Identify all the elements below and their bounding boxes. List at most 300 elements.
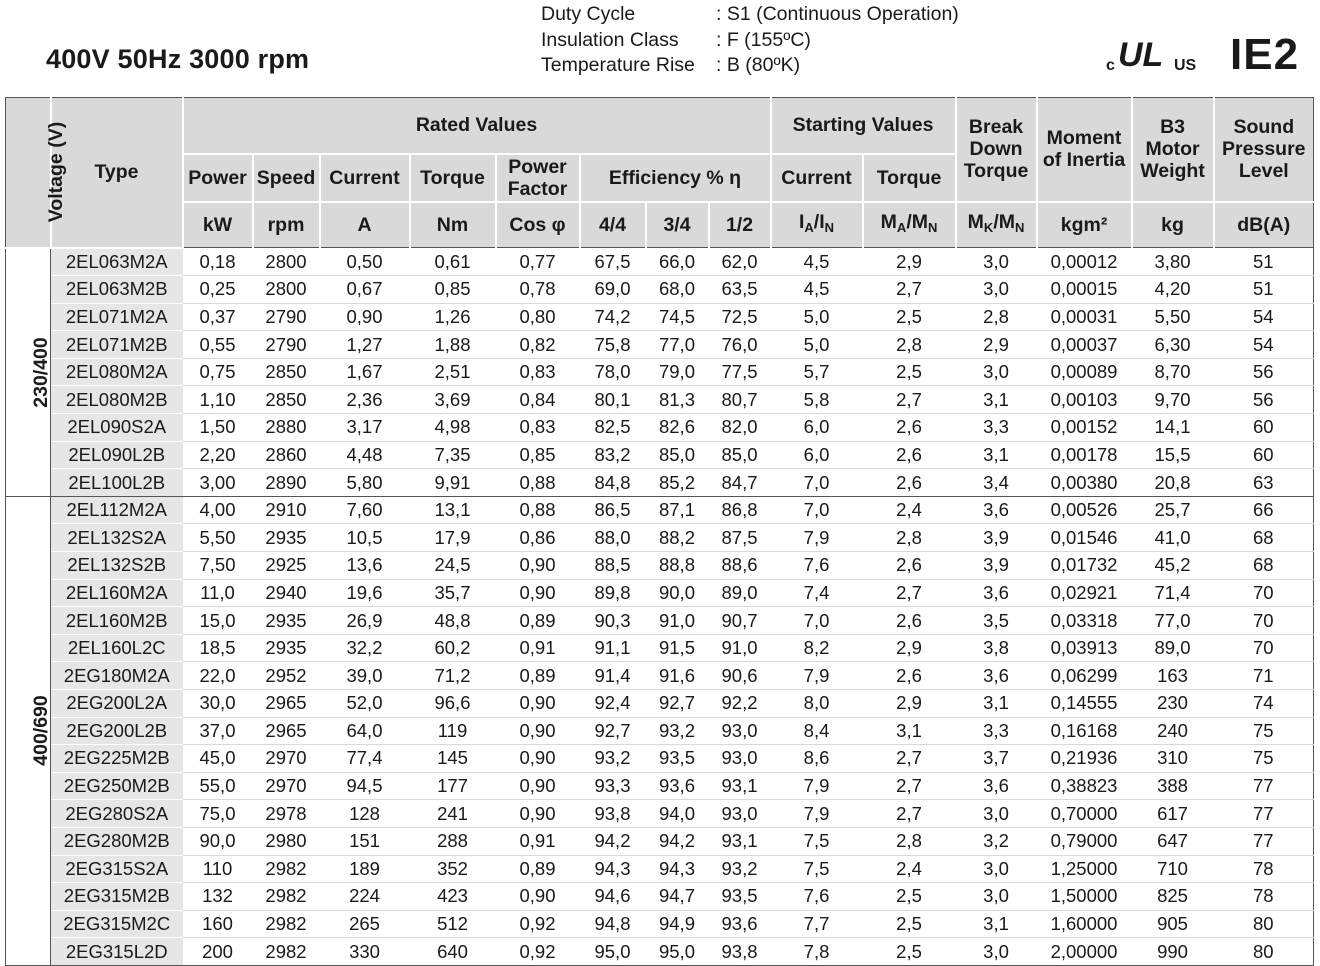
unit-weight: kg — [1132, 202, 1214, 248]
cell-efficiency-1-2: 92,2 — [709, 690, 771, 718]
cell-efficiency-3-4: 94,3 — [646, 855, 709, 883]
cell-start-current-ratio: 4,5 — [771, 276, 863, 304]
cell-torque: 17,9 — [410, 524, 496, 552]
cell-moment-of-inertia: 1,25000 — [1037, 855, 1132, 883]
cell-speed: 2800 — [253, 276, 320, 304]
cell-current: 19,6 — [320, 579, 410, 607]
cell-torque: 60,2 — [410, 634, 496, 662]
cell-start-torque-ratio: 2,8 — [863, 331, 956, 359]
cell-moment-of-inertia: 0,00012 — [1037, 248, 1132, 276]
cell-break-down-torque: 3,1 — [956, 910, 1037, 938]
cell-efficiency-1-2: 93,5 — [709, 883, 771, 911]
cell-current: 13,6 — [320, 552, 410, 580]
cell-start-torque-ratio: 2,9 — [863, 690, 956, 718]
cell-efficiency-3-4: 79,0 — [646, 358, 709, 386]
cell-break-down-torque: 3,9 — [956, 552, 1037, 580]
cell-break-down-torque: 2,8 — [956, 303, 1037, 331]
cell-start-torque-ratio: 2,8 — [863, 524, 956, 552]
cell-efficiency-3-4: 93,2 — [646, 717, 709, 745]
table-row — [6, 331, 1314, 359]
table-row — [6, 634, 1314, 662]
cell-current: 0,67 — [320, 276, 410, 304]
cell-power: 0,55 — [183, 331, 253, 359]
cell-type: 2EG200L2A — [51, 690, 183, 718]
cell-weight: 990 — [1132, 938, 1214, 966]
cell-power-factor: 0,82 — [496, 331, 580, 359]
cell-sound-level: 63 — [1214, 469, 1314, 497]
cell-weight: 14,1 — [1132, 414, 1214, 442]
cell-efficiency-4-4: 78,0 — [580, 358, 646, 386]
cell-start-torque-ratio: 2,6 — [863, 469, 956, 497]
cell-break-down-torque: 3,0 — [956, 883, 1037, 911]
cell-speed: 2978 — [253, 800, 320, 828]
cell-sound-level: 77 — [1214, 772, 1314, 800]
cell-power: 3,00 — [183, 469, 253, 497]
cell-break-down-torque: 3,6 — [956, 772, 1037, 800]
cell-break-down-torque: 3,0 — [956, 855, 1037, 883]
cell-moment-of-inertia: 0,01732 — [1037, 552, 1132, 580]
header-power-factor: Power Factor — [496, 154, 580, 202]
cell-power: 30,0 — [183, 690, 253, 718]
cell-moment-of-inertia: 1,60000 — [1037, 910, 1132, 938]
cell-break-down-torque: 3,3 — [956, 717, 1037, 745]
cell-start-current-ratio: 7,0 — [771, 469, 863, 497]
cell-current: 224 — [320, 883, 410, 911]
unit-efficiency-1-2: 1/2 — [709, 202, 771, 248]
cell-power: 55,0 — [183, 772, 253, 800]
cert-ul-mark: UL — [1118, 36, 1164, 74]
cell-speed: 2982 — [253, 883, 320, 911]
cell-start-current-ratio: 5,0 — [771, 303, 863, 331]
cell-efficiency-4-4: 93,2 — [580, 745, 646, 773]
cell-current: 189 — [320, 855, 410, 883]
cell-sound-level: 51 — [1214, 276, 1314, 304]
header-current: Current — [320, 154, 410, 202]
cell-power: 7,50 — [183, 552, 253, 580]
cell-sound-level: 70 — [1214, 607, 1314, 635]
cert-c-mark: c — [1106, 57, 1115, 74]
cell-speed: 2860 — [253, 441, 320, 469]
cell-torque: 13,1 — [410, 496, 496, 524]
cell-break-down-torque: 3,0 — [956, 800, 1037, 828]
table-row — [6, 607, 1314, 635]
cell-moment-of-inertia: 0,03913 — [1037, 634, 1132, 662]
cell-power-factor: 0,83 — [496, 358, 580, 386]
cell-moment-of-inertia: 0,00103 — [1037, 386, 1132, 414]
cell-sound-level: 60 — [1214, 441, 1314, 469]
cell-torque: 71,2 — [410, 662, 496, 690]
cell-torque: 4,98 — [410, 414, 496, 442]
cell-moment-of-inertia: 0,14555 — [1037, 690, 1132, 718]
cell-efficiency-3-4: 85,0 — [646, 441, 709, 469]
unit-sound: dB(A) — [1214, 202, 1314, 248]
unit-efficiency-4-4: 4/4 — [580, 202, 646, 248]
cell-efficiency-3-4: 85,2 — [646, 469, 709, 497]
cell-efficiency-1-2: 82,0 — [709, 414, 771, 442]
cell-efficiency-1-2: 72,5 — [709, 303, 771, 331]
cell-start-current-ratio: 7,9 — [771, 662, 863, 690]
cell-efficiency-1-2: 76,0 — [709, 331, 771, 359]
unit-inertia: kgm² — [1037, 202, 1132, 248]
cell-moment-of-inertia: 0,00380 — [1037, 469, 1132, 497]
cell-start-torque-ratio: 2,5 — [863, 938, 956, 966]
unit-ia-in: $I_A/I_N$ — [771, 202, 863, 248]
cell-current: 0,50 — [320, 248, 410, 276]
cell-type: 2EL160L2C — [51, 634, 183, 662]
table-row — [6, 883, 1314, 911]
cell-weight: 710 — [1132, 855, 1214, 883]
cell-power: 1,10 — [183, 386, 253, 414]
cell-power-factor: 0,92 — [496, 910, 580, 938]
cell-type: 2EG280S2A — [51, 800, 183, 828]
cell-torque: 1,88 — [410, 331, 496, 359]
cell-weight: 41,0 — [1132, 524, 1214, 552]
cell-efficiency-3-4: 88,2 — [646, 524, 709, 552]
table-row — [6, 938, 1314, 966]
cell-power: 45,0 — [183, 745, 253, 773]
cell-sound-level: 80 — [1214, 938, 1314, 966]
cell-speed: 2982 — [253, 938, 320, 966]
cell-break-down-torque: 3,6 — [956, 579, 1037, 607]
cell-efficiency-3-4: 74,5 — [646, 303, 709, 331]
cell-sound-level: 70 — [1214, 634, 1314, 662]
cell-start-torque-ratio: 2,4 — [863, 855, 956, 883]
cell-sound-level: 78 — [1214, 855, 1314, 883]
cell-speed: 2980 — [253, 827, 320, 855]
cell-sound-level: 70 — [1214, 579, 1314, 607]
cell-power: 160 — [183, 910, 253, 938]
cell-break-down-torque: 3,1 — [956, 441, 1037, 469]
header-start-torque: Torque — [863, 154, 956, 202]
cell-power-factor: 0,77 — [496, 248, 580, 276]
motor-data-rows — [6, 248, 1314, 966]
cell-type: 2EL071M2A — [51, 303, 183, 331]
cell-start-current-ratio: 7,4 — [771, 579, 863, 607]
cell-type: 2EL090S2A — [51, 414, 183, 442]
cell-torque: 7,35 — [410, 441, 496, 469]
cell-power-factor: 0,85 — [496, 441, 580, 469]
cell-efficiency-4-4: 89,8 — [580, 579, 646, 607]
cell-torque: 96,6 — [410, 690, 496, 718]
operating-specs — [541, 2, 959, 79]
cell-sound-level: 51 — [1214, 248, 1314, 276]
unit-current: A — [320, 202, 410, 248]
cell-speed: 2965 — [253, 690, 320, 718]
cell-efficiency-3-4: 93,6 — [646, 772, 709, 800]
cell-power-factor: 0,90 — [496, 745, 580, 773]
cell-weight: 4,20 — [1132, 276, 1214, 304]
voltage-group-label: 400/690 — [6, 496, 51, 965]
cell-type: 2EL100L2B — [51, 469, 183, 497]
cell-efficiency-1-2: 63,5 — [709, 276, 771, 304]
cell-efficiency-1-2: 89,0 — [709, 579, 771, 607]
cell-start-current-ratio: 7,0 — [771, 496, 863, 524]
cell-efficiency-3-4: 87,1 — [646, 496, 709, 524]
cell-start-torque-ratio: 2,4 — [863, 496, 956, 524]
cell-efficiency-4-4: 84,8 — [580, 469, 646, 497]
cell-weight: 825 — [1132, 883, 1214, 911]
cell-break-down-torque: 3,0 — [956, 358, 1037, 386]
cell-start-torque-ratio: 2,8 — [863, 827, 956, 855]
cell-efficiency-1-2: 77,5 — [709, 358, 771, 386]
cell-moment-of-inertia: 0,79000 — [1037, 827, 1132, 855]
table-row — [6, 552, 1314, 580]
cell-efficiency-4-4: 83,2 — [580, 441, 646, 469]
cell-efficiency-4-4: 74,2 — [580, 303, 646, 331]
cell-current: 128 — [320, 800, 410, 828]
cell-efficiency-3-4: 92,7 — [646, 690, 709, 718]
table-row — [6, 358, 1314, 386]
cell-moment-of-inertia: 0,00152 — [1037, 414, 1132, 442]
cell-start-torque-ratio: 2,9 — [863, 248, 956, 276]
cell-start-current-ratio: 5,8 — [771, 386, 863, 414]
cell-weight: 8,70 — [1132, 358, 1214, 386]
cell-current: 5,80 — [320, 469, 410, 497]
cell-power: 90,0 — [183, 827, 253, 855]
cell-power-factor: 0,88 — [496, 469, 580, 497]
cell-start-torque-ratio: 2,6 — [863, 607, 956, 635]
table-row — [6, 827, 1314, 855]
table-row — [6, 441, 1314, 469]
table-row — [6, 772, 1314, 800]
cell-break-down-torque: 3,7 — [956, 745, 1037, 773]
cell-moment-of-inertia: 1,50000 — [1037, 883, 1132, 911]
cell-power-factor: 0,92 — [496, 938, 580, 966]
cell-speed: 2970 — [253, 772, 320, 800]
cell-torque: 352 — [410, 855, 496, 883]
cell-type: 2EL160M2B — [51, 607, 183, 635]
cell-start-current-ratio: 7,5 — [771, 827, 863, 855]
cell-efficiency-1-2: 90,6 — [709, 662, 771, 690]
cell-power: 15,0 — [183, 607, 253, 635]
cell-weight: 163 — [1132, 662, 1214, 690]
voltage-group-label: 230/400 — [6, 248, 51, 497]
cell-speed: 2910 — [253, 496, 320, 524]
table-row — [6, 745, 1314, 773]
cert-us-mark: US — [1174, 57, 1197, 74]
table-row — [6, 469, 1314, 497]
cell-sound-level: 60 — [1214, 414, 1314, 442]
cell-speed: 2952 — [253, 662, 320, 690]
cell-efficiency-1-2: 62,0 — [709, 248, 771, 276]
cell-start-current-ratio: 6,0 — [771, 441, 863, 469]
cell-torque: 9,91 — [410, 469, 496, 497]
cell-efficiency-1-2: 88,6 — [709, 552, 771, 580]
cell-start-torque-ratio: 2,5 — [863, 303, 956, 331]
cell-current: 7,60 — [320, 496, 410, 524]
cell-torque: 288 — [410, 827, 496, 855]
cell-efficiency-4-4: 94,2 — [580, 827, 646, 855]
cell-efficiency-4-4: 91,4 — [580, 662, 646, 690]
cell-break-down-torque: 3,6 — [956, 496, 1037, 524]
cell-start-current-ratio: 7,9 — [771, 800, 863, 828]
cell-sound-level: 75 — [1214, 745, 1314, 773]
cell-start-current-ratio: 6,0 — [771, 414, 863, 442]
cell-type: 2EG315L2D — [51, 938, 183, 966]
table-row — [6, 524, 1314, 552]
cell-power-factor: 0,90 — [496, 552, 580, 580]
table-row — [6, 276, 1314, 304]
cell-weight: 25,7 — [1132, 496, 1214, 524]
cell-efficiency-1-2: 93,0 — [709, 800, 771, 828]
table-row — [6, 690, 1314, 718]
cell-weight: 617 — [1132, 800, 1214, 828]
cell-efficiency-3-4: 94,2 — [646, 827, 709, 855]
cell-sound-level: 75 — [1214, 717, 1314, 745]
header-rated-values: Rated Values — [183, 98, 771, 154]
cell-start-current-ratio: 7,9 — [771, 772, 863, 800]
cell-start-current-ratio: 7,8 — [771, 938, 863, 966]
cell-type: 2EL090L2B — [51, 441, 183, 469]
cell-power-factor: 0,84 — [496, 386, 580, 414]
cell-break-down-torque: 3,0 — [956, 276, 1037, 304]
cell-break-down-torque: 2,9 — [956, 331, 1037, 359]
cell-start-current-ratio: 7,6 — [771, 552, 863, 580]
cell-current: 265 — [320, 910, 410, 938]
cell-efficiency-4-4: 82,5 — [580, 414, 646, 442]
cell-start-current-ratio: 8,2 — [771, 634, 863, 662]
spec-value: : B (80ºK) — [716, 54, 801, 76]
cell-break-down-torque: 3,0 — [956, 248, 1037, 276]
cell-torque: 0,61 — [410, 248, 496, 276]
cell-efficiency-3-4: 94,0 — [646, 800, 709, 828]
cell-torque: 640 — [410, 938, 496, 966]
cell-sound-level: 54 — [1214, 303, 1314, 331]
cell-sound-level: 68 — [1214, 524, 1314, 552]
cell-current: 3,17 — [320, 414, 410, 442]
cell-start-torque-ratio: 2,9 — [863, 634, 956, 662]
cell-efficiency-3-4: 81,3 — [646, 386, 709, 414]
cell-speed: 2935 — [253, 634, 320, 662]
cell-efficiency-1-2: 93,0 — [709, 745, 771, 773]
cell-current: 94,5 — [320, 772, 410, 800]
table-row — [6, 855, 1314, 883]
cell-start-current-ratio: 7,9 — [771, 524, 863, 552]
cell-current: 1,67 — [320, 358, 410, 386]
spec-label: Duty Cycle — [541, 3, 636, 25]
cell-power-factor: 0,83 — [496, 414, 580, 442]
cell-power-factor: 0,90 — [496, 579, 580, 607]
cell-weight: 240 — [1132, 717, 1214, 745]
cell-torque: 1,26 — [410, 303, 496, 331]
cell-current: 330 — [320, 938, 410, 966]
cell-efficiency-1-2: 84,7 — [709, 469, 771, 497]
cell-efficiency-1-2: 86,8 — [709, 496, 771, 524]
cell-current: 0,90 — [320, 303, 410, 331]
header-speed: Speed — [253, 154, 320, 202]
cell-type: 2EG180M2A — [51, 662, 183, 690]
unit-mk-mn: $M_K/M_N$ — [956, 202, 1037, 248]
cell-sound-level: 56 — [1214, 358, 1314, 386]
cell-sound-level: 77 — [1214, 827, 1314, 855]
cell-start-torque-ratio: 2,7 — [863, 772, 956, 800]
cell-efficiency-3-4: 88,8 — [646, 552, 709, 580]
cell-break-down-torque: 3,5 — [956, 607, 1037, 635]
cell-weight: 89,0 — [1132, 634, 1214, 662]
header-sound-pressure-level: Sound Pressure Level — [1214, 98, 1314, 202]
cell-type: 2EG250M2B — [51, 772, 183, 800]
table-row — [6, 717, 1314, 745]
table-row — [6, 386, 1314, 414]
cell-type: 2EG315M2C — [51, 910, 183, 938]
cell-efficiency-4-4: 94,3 — [580, 855, 646, 883]
unit-power: kW — [183, 202, 253, 248]
cell-type: 2EL080M2B — [51, 386, 183, 414]
cell-power: 37,0 — [183, 717, 253, 745]
header-b3-motor-weight: B3 Motor Weight — [1132, 98, 1214, 202]
cell-break-down-torque: 3,2 — [956, 827, 1037, 855]
cell-power: 18,5 — [183, 634, 253, 662]
cell-efficiency-3-4: 77,0 — [646, 331, 709, 359]
cell-start-current-ratio: 8,0 — [771, 690, 863, 718]
cell-power-factor: 0,89 — [496, 662, 580, 690]
cell-speed: 2925 — [253, 552, 320, 580]
cell-current: 64,0 — [320, 717, 410, 745]
cell-speed: 2850 — [253, 358, 320, 386]
spec-insulation-class — [541, 28, 959, 54]
cell-start-current-ratio: 8,6 — [771, 745, 863, 773]
cell-power: 1,50 — [183, 414, 253, 442]
cell-start-torque-ratio: 2,5 — [863, 910, 956, 938]
cell-torque: 119 — [410, 717, 496, 745]
cell-moment-of-inertia: 0,00526 — [1037, 496, 1132, 524]
header-torque: Torque — [410, 154, 496, 202]
cell-power: 0,25 — [183, 276, 253, 304]
cell-efficiency-1-2: 93,1 — [709, 827, 771, 855]
cell-efficiency-4-4: 75,8 — [580, 331, 646, 359]
cell-sound-level: 78 — [1214, 883, 1314, 911]
cell-type: 2EL132S2A — [51, 524, 183, 552]
table-row — [6, 579, 1314, 607]
cell-weight: 6,30 — [1132, 331, 1214, 359]
cell-current: 77,4 — [320, 745, 410, 773]
cell-power-factor: 0,89 — [496, 855, 580, 883]
cell-type: 2EG315S2A — [51, 855, 183, 883]
cell-break-down-torque: 3,1 — [956, 386, 1037, 414]
ul-certification-logo — [1106, 36, 1202, 76]
header-type: Type — [51, 98, 183, 248]
cell-sound-level: 66 — [1214, 496, 1314, 524]
table-row — [6, 662, 1314, 690]
cell-efficiency-4-4: 80,1 — [580, 386, 646, 414]
cell-type: 2EL132S2B — [51, 552, 183, 580]
cell-efficiency-4-4: 90,3 — [580, 607, 646, 635]
cell-efficiency-4-4: 93,8 — [580, 800, 646, 828]
cell-current: 10,5 — [320, 524, 410, 552]
cell-sound-level: 71 — [1214, 662, 1314, 690]
cell-start-torque-ratio: 2,7 — [863, 745, 956, 773]
cell-efficiency-3-4: 66,0 — [646, 248, 709, 276]
cell-current: 2,36 — [320, 386, 410, 414]
cell-efficiency-4-4: 69,0 — [580, 276, 646, 304]
cell-power-factor: 0,90 — [496, 690, 580, 718]
cell-weight: 310 — [1132, 745, 1214, 773]
cell-efficiency-1-2: 85,0 — [709, 441, 771, 469]
cell-power: 0,75 — [183, 358, 253, 386]
cell-moment-of-inertia: 0,03318 — [1037, 607, 1132, 635]
spec-temperature-rise — [541, 53, 959, 79]
cell-efficiency-3-4: 94,9 — [646, 910, 709, 938]
cell-efficiency-3-4: 91,0 — [646, 607, 709, 635]
table-row — [6, 414, 1314, 442]
cell-start-torque-ratio: 2,5 — [863, 358, 956, 386]
cell-efficiency-1-2: 90,7 — [709, 607, 771, 635]
cell-moment-of-inertia: 0,70000 — [1037, 800, 1132, 828]
cell-sound-level: 56 — [1214, 386, 1314, 414]
cell-start-torque-ratio: 2,7 — [863, 579, 956, 607]
cell-start-torque-ratio: 2,7 — [863, 276, 956, 304]
cell-efficiency-3-4: 94,7 — [646, 883, 709, 911]
